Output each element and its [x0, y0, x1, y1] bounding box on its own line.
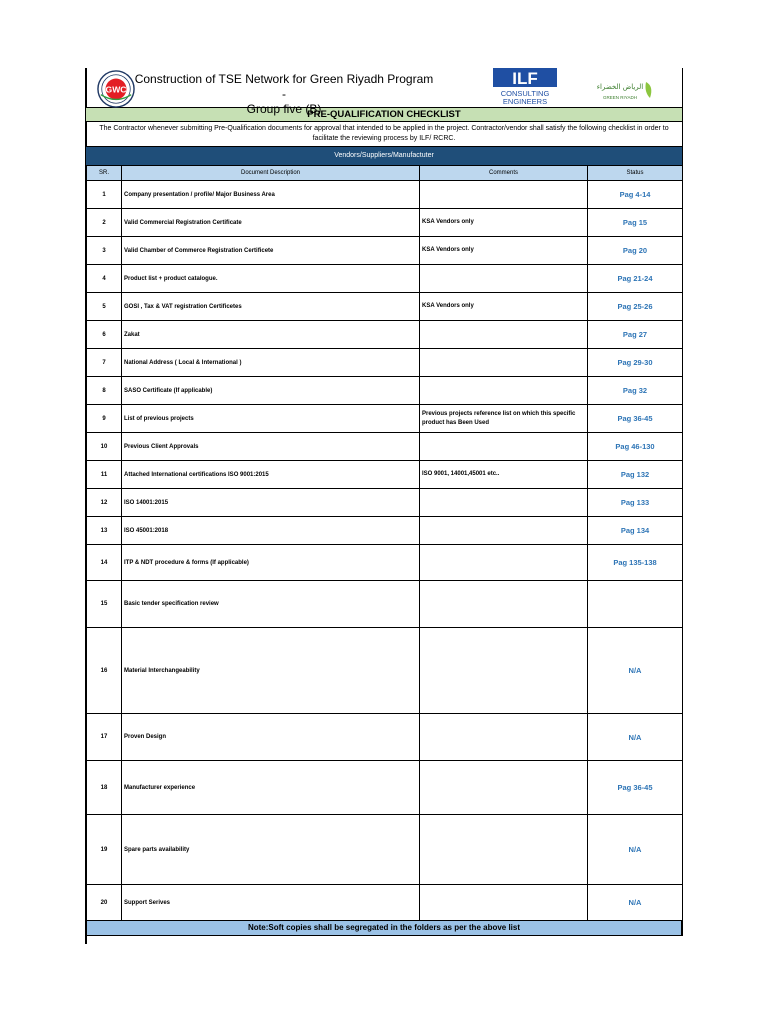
row-description: Previous Client Approvals: [122, 433, 420, 461]
row-comments: [420, 761, 588, 815]
row-sr: 20: [87, 885, 122, 921]
row-comments: [420, 377, 588, 405]
intro-text: The Contractor whenever submitting Pre-Qualification documents for approval that intended to be applied in the project. Contractor/vendor shall satisfy the following checklist in order to facilitate the reviewing process by ILF/ RCRC.: [99, 125, 669, 142]
row-status: N/A: [588, 714, 683, 761]
ilf-logo-sub2: ENGINEERS: [502, 97, 548, 106]
row-status: Pag 133: [588, 489, 683, 517]
table-row: [87, 405, 683, 433]
row-status: Pag 20: [588, 237, 683, 265]
row-description: Valid Commercial Registration Certificate: [122, 209, 420, 237]
row-comments: KSA Vendors only: [420, 209, 588, 237]
section-title: Vendors/Suppliers/Manufactuter: [86, 146, 682, 165]
row-description: Attached International certifications ISO 9001:2015: [122, 461, 420, 489]
table-row: [87, 181, 683, 209]
row-description: Material Interchangeability: [122, 628, 420, 714]
row-description: Support Serives: [122, 885, 420, 921]
row-sr: 1: [87, 181, 122, 209]
leaf-icon: [646, 82, 652, 98]
row-sr: 7: [87, 349, 122, 377]
row-status: Pag 132: [588, 461, 683, 489]
checklist-table: [86, 165, 683, 921]
row-comments: [420, 349, 588, 377]
column-header-description: Document Description: [122, 166, 420, 181]
ilf-logo-text: ILF: [512, 69, 538, 88]
table-row: [87, 237, 683, 265]
column-header-comments: Comments: [420, 166, 588, 181]
row-status: Pag 134: [588, 517, 683, 545]
table-row: [87, 815, 683, 885]
column-header-status: Status: [588, 166, 683, 181]
row-description: GOSI , Tax & VAT registration Certificetes: [122, 293, 420, 321]
row-status: Pag 25-26: [588, 293, 683, 321]
row-sr: 10: [87, 433, 122, 461]
row-description: Valid Chamber of Commerce Registration Certificete: [122, 237, 420, 265]
row-comments: [420, 489, 588, 517]
row-status: N/A: [588, 815, 683, 885]
row-status: Pag 135-138: [588, 545, 683, 581]
document-title: [134, 72, 434, 117]
row-comments: [420, 545, 588, 581]
row-description: Company presentation / profile/ Major Business Area: [122, 181, 420, 209]
row-status: Pag 46-130: [588, 433, 683, 461]
table-row: [87, 545, 683, 581]
row-sr: 13: [87, 517, 122, 545]
table-row: [87, 433, 683, 461]
row-comments: [420, 628, 588, 714]
ilf-logo: [490, 67, 560, 107]
row-sr: 14: [87, 545, 122, 581]
row-status: [588, 581, 683, 628]
table-row: [87, 489, 683, 517]
row-status: Pag 36-45: [588, 405, 683, 433]
row-description: Zakat: [122, 321, 420, 349]
row-description: National Address ( Local & International ): [122, 349, 420, 377]
row-description: Product list + product catalogue.: [122, 265, 420, 293]
table-header-row: [87, 166, 683, 181]
row-comments: [420, 517, 588, 545]
row-sr: 5: [87, 293, 122, 321]
row-comments: Previous projects reference list on which this specific product has Been Used: [420, 405, 588, 433]
row-description: Spare parts availability: [122, 815, 420, 885]
row-status: Pag 4-14: [588, 181, 683, 209]
contractor-logo: [97, 70, 135, 108]
row-sr: 15: [87, 581, 122, 628]
row-comments: [420, 265, 588, 293]
row-sr: 11: [87, 461, 122, 489]
green-riyadh-logo-en: GREEN RIYADH: [603, 95, 637, 100]
table-row: [87, 628, 683, 714]
row-comments: [420, 815, 588, 885]
row-comments: [420, 581, 588, 628]
row-status: Pag 36-45: [588, 761, 683, 815]
table-row: [87, 293, 683, 321]
checklist-title: PRE-QUALIFICATION CHECKLIST: [86, 107, 682, 122]
row-comments: KSA Vendors only: [420, 237, 588, 265]
row-status: N/A: [588, 885, 683, 921]
row-comments: [420, 181, 588, 209]
row-comments: [420, 433, 588, 461]
row-sr: 12: [87, 489, 122, 517]
row-description: Manufacturer experience: [122, 761, 420, 815]
note-bar: Note:Soft copies shall be segregated in the folders as per the above list: [86, 921, 682, 936]
table-row: [87, 461, 683, 489]
row-status: Pag 29-30: [588, 349, 683, 377]
row-description: List of previous projects: [122, 405, 420, 433]
row-sr: 8: [87, 377, 122, 405]
row-sr: 18: [87, 761, 122, 815]
row-status: Pag 27: [588, 321, 683, 349]
row-comments: ISO 9001, 14001,45001 etc..: [420, 461, 588, 489]
row-description: Basic tender specification review: [122, 581, 420, 628]
table-row: [87, 581, 683, 628]
row-status: Pag 32: [588, 377, 683, 405]
row-sr: 19: [87, 815, 122, 885]
row-sr: 3: [87, 237, 122, 265]
table-row: [87, 377, 683, 405]
title-line-2: Group five (B): [246, 102, 322, 116]
row-sr: 9: [87, 405, 122, 433]
row-description: ISO 45001:2018: [122, 517, 420, 545]
row-status: N/A: [588, 628, 683, 714]
table-row: [87, 761, 683, 815]
table-row: [87, 265, 683, 293]
row-comments: [420, 321, 588, 349]
ilf-logo-sub1: CONSULTING: [500, 89, 550, 98]
table-row: [87, 714, 683, 761]
row-description: ISO 14001:2015: [122, 489, 420, 517]
table-row: [87, 349, 683, 377]
table-row: [87, 321, 683, 349]
row-sr: 17: [87, 714, 122, 761]
row-status: Pag 15: [588, 209, 683, 237]
title-line-1: Construction of TSE Network for Green Riyadh Program -: [134, 72, 434, 101]
row-comments: KSA Vendors only: [420, 293, 588, 321]
table-row: [87, 209, 683, 237]
row-description: ITP & NDT procedure & forms (If applicable): [122, 545, 420, 581]
green-riyadh-logo: [594, 78, 656, 104]
row-comments: [420, 885, 588, 921]
row-sr: 2: [87, 209, 122, 237]
row-status: Pag 21-24: [588, 265, 683, 293]
table-row: [87, 885, 683, 921]
row-sr: 4: [87, 265, 122, 293]
checklist-sheet: [85, 68, 683, 936]
row-description: Proven Design: [122, 714, 420, 761]
row-description: SASO Certificate (If applicable): [122, 377, 420, 405]
row-sr: 16: [87, 628, 122, 714]
column-header-sr: SR.: [87, 166, 122, 181]
row-comments: [420, 714, 588, 761]
row-sr: 6: [87, 321, 122, 349]
green-riyadh-logo-ar: الرياض الخضراء: [596, 83, 644, 91]
contractor-logo-text: GWC: [105, 84, 127, 95]
table-row: [87, 517, 683, 545]
